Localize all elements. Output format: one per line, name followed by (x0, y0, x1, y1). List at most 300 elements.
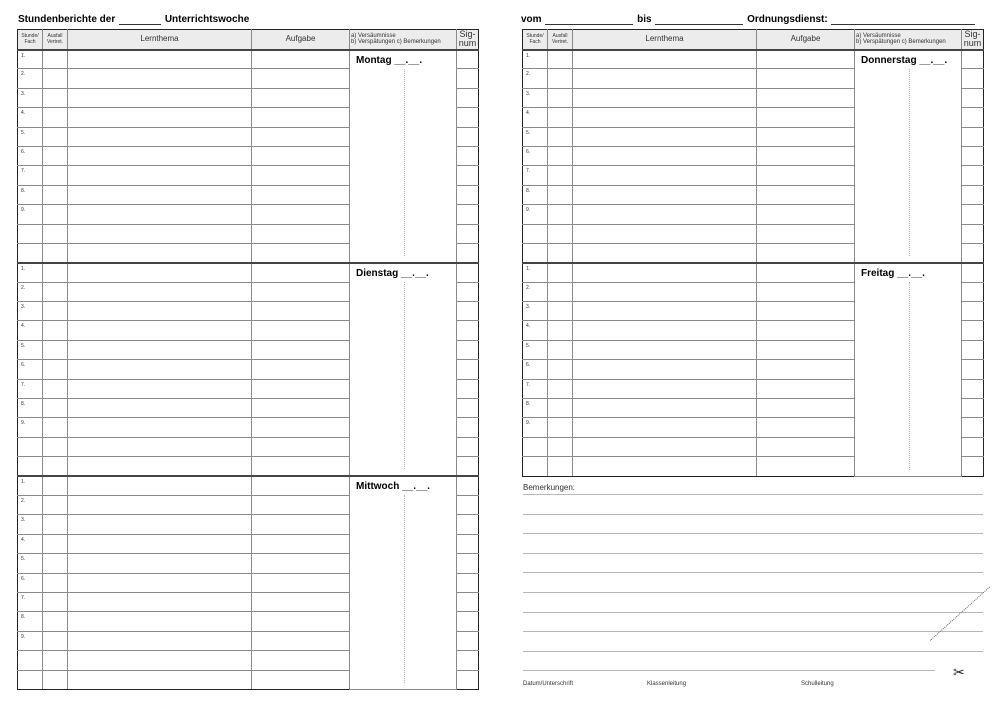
bemerkungen-line[interactable] (523, 533, 983, 534)
lesson-number: 5. (21, 556, 26, 563)
bemerkungen-line[interactable] (523, 592, 983, 593)
lesson-number-cell[interactable] (523, 185, 548, 204)
right-lesson-table (522, 29, 984, 477)
aufgabe-cell[interactable] (252, 127, 350, 146)
lesson-number-cell[interactable] (523, 379, 548, 398)
signum-cell[interactable] (457, 418, 479, 437)
ausfall-cell[interactable] (43, 69, 68, 88)
ausfall-cell[interactable] (43, 534, 68, 553)
aufgabe-cell[interactable] (757, 185, 855, 204)
aufgabe-cell[interactable] (757, 340, 855, 359)
signum-cell[interactable] (962, 108, 984, 127)
lernthema-cell[interactable] (68, 457, 252, 476)
ausfall-cell[interactable] (548, 205, 573, 224)
lesson-number-cell[interactable] (18, 185, 43, 204)
aufgabe-cell[interactable] (252, 205, 350, 224)
lernthema-cell[interactable] (573, 379, 757, 398)
lernthema-cell[interactable] (68, 379, 252, 398)
ausfall-cell[interactable] (43, 185, 68, 204)
aufgabe-cell[interactable] (252, 224, 350, 243)
aufgabe-cell[interactable] (252, 243, 350, 262)
ausfall-cell[interactable] (43, 399, 68, 418)
lernthema-cell[interactable] (573, 108, 757, 127)
signum-cell[interactable] (457, 205, 479, 224)
lernthema-cell[interactable] (68, 360, 252, 379)
lesson-number-cell[interactable] (523, 263, 548, 282)
lernthema-cell[interactable] (573, 146, 757, 165)
bemerkungen-line[interactable] (523, 514, 983, 515)
aufgabe-cell[interactable] (757, 263, 855, 282)
lesson-number-cell[interactable] (18, 399, 43, 418)
lesson-number-cell[interactable] (18, 282, 43, 301)
ausfall-cell[interactable] (43, 670, 68, 689)
lernthema-cell[interactable] (573, 399, 757, 418)
lernthema-cell[interactable] (68, 340, 252, 359)
signum-cell[interactable] (457, 263, 479, 282)
ausfall-cell[interactable] (43, 205, 68, 224)
aufgabe-cell[interactable] (757, 302, 855, 321)
lernthema-cell[interactable] (573, 263, 757, 282)
signum-cell[interactable] (457, 185, 479, 204)
lernthema-cell[interactable] (573, 205, 757, 224)
signum-cell[interactable] (962, 302, 984, 321)
ausfall-cell[interactable] (43, 457, 68, 476)
lernthema-cell[interactable] (68, 146, 252, 165)
signum-cell[interactable] (962, 282, 984, 301)
lernthema-cell[interactable] (573, 88, 757, 107)
lesson-number-cell[interactable] (18, 418, 43, 437)
lernthema-cell[interactable] (573, 166, 757, 185)
signum-cell[interactable] (457, 340, 479, 359)
lernthema-cell[interactable] (68, 243, 252, 262)
signum-cell[interactable] (962, 418, 984, 437)
lernthema-cell[interactable] (68, 631, 252, 650)
aufgabe-cell[interactable] (757, 88, 855, 107)
aufgabe-cell[interactable] (252, 108, 350, 127)
ausfall-cell[interactable] (548, 282, 573, 301)
lernthema-cell[interactable] (573, 185, 757, 204)
lernthema-cell[interactable] (68, 515, 252, 534)
signum-cell[interactable] (962, 243, 984, 262)
signum-cell[interactable] (457, 457, 479, 476)
aufgabe-cell[interactable] (252, 379, 350, 398)
lernthema-cell[interactable] (68, 670, 252, 689)
signum-cell[interactable] (962, 340, 984, 359)
ausfall-cell[interactable] (548, 399, 573, 418)
aufgabe-cell[interactable] (252, 166, 350, 185)
signum-cell[interactable] (962, 166, 984, 185)
aufgabe-cell[interactable] (252, 418, 350, 437)
lesson-number-cell[interactable] (18, 360, 43, 379)
aufgabe-cell[interactable] (252, 50, 350, 69)
lesson-number-cell[interactable] (18, 166, 43, 185)
ausfall-cell[interactable] (43, 321, 68, 340)
lernthema-cell[interactable] (68, 88, 252, 107)
lesson-number-cell[interactable] (18, 670, 43, 689)
signum-cell[interactable] (457, 166, 479, 185)
signum-cell[interactable] (457, 243, 479, 262)
lesson-number-cell[interactable] (523, 224, 548, 243)
aufgabe-cell[interactable] (757, 282, 855, 301)
lesson-number-cell[interactable] (523, 437, 548, 456)
signum-cell[interactable] (457, 554, 479, 573)
lesson-number-cell[interactable] (523, 360, 548, 379)
ausfall-cell[interactable] (43, 418, 68, 437)
lesson-number-cell[interactable] (18, 573, 43, 592)
signum-cell[interactable] (457, 612, 479, 631)
lesson-number-cell[interactable] (523, 418, 548, 437)
signum-cell[interactable] (457, 476, 479, 495)
ausfall-cell[interactable] (548, 166, 573, 185)
bemerkungen-line[interactable] (523, 572, 983, 573)
signum-cell[interactable] (457, 399, 479, 418)
signum-cell[interactable] (457, 651, 479, 670)
lesson-number-cell[interactable] (523, 243, 548, 262)
lernthema-cell[interactable] (68, 651, 252, 670)
lesson-number-cell[interactable] (18, 340, 43, 359)
aufgabe-cell[interactable] (252, 534, 350, 553)
aufgabe-cell[interactable] (252, 360, 350, 379)
lesson-number-cell[interactable] (18, 651, 43, 670)
lernthema-cell[interactable] (573, 224, 757, 243)
signum-cell[interactable] (457, 69, 479, 88)
signum-cell[interactable] (457, 302, 479, 321)
aufgabe-cell[interactable] (757, 224, 855, 243)
lernthema-cell[interactable] (68, 476, 252, 495)
lernthema-cell[interactable] (573, 340, 757, 359)
lesson-number-cell[interactable] (523, 69, 548, 88)
lesson-number-cell[interactable] (523, 88, 548, 107)
ausfall-cell[interactable] (548, 263, 573, 282)
aufgabe-cell[interactable] (757, 146, 855, 165)
lesson-number-cell[interactable] (523, 127, 548, 146)
lesson-number-cell[interactable] (18, 127, 43, 146)
ausfall-cell[interactable] (548, 88, 573, 107)
aufgabe-cell[interactable] (252, 302, 350, 321)
ausfall-cell[interactable] (548, 321, 573, 340)
lesson-number: 8. (21, 614, 26, 621)
aufgabe-cell[interactable] (252, 515, 350, 534)
aufgabe-cell[interactable] (757, 418, 855, 437)
ausfall-cell[interactable] (548, 379, 573, 398)
ausfall-cell[interactable] (548, 69, 573, 88)
lernthema-cell[interactable] (573, 127, 757, 146)
aufgabe-cell[interactable] (252, 476, 350, 495)
signum-cell[interactable] (962, 69, 984, 88)
lesson-number-cell[interactable] (523, 108, 548, 127)
ausfall-cell[interactable] (43, 379, 68, 398)
ausfall-cell[interactable] (43, 554, 68, 573)
lernthema-cell[interactable] (68, 205, 252, 224)
ausfall-cell[interactable] (43, 631, 68, 650)
lernthema-cell[interactable] (573, 321, 757, 340)
lernthema-cell[interactable] (573, 243, 757, 262)
aufgabe-cell[interactable] (252, 592, 350, 611)
scissors-icon: ✂ (953, 664, 965, 680)
aufgabe-cell[interactable] (252, 146, 350, 165)
lesson-number-cell[interactable] (18, 534, 43, 553)
lernthema-cell[interactable] (68, 69, 252, 88)
day-remarks-cell[interactable] (855, 263, 962, 476)
signum-cell[interactable] (962, 224, 984, 243)
lesson-number-cell[interactable] (523, 282, 548, 301)
day-name: Montag __.__. (356, 54, 423, 66)
ausfall-cell[interactable] (548, 50, 573, 69)
aufgabe-cell[interactable] (757, 127, 855, 146)
signum-cell[interactable] (962, 185, 984, 204)
ausfall-cell[interactable] (548, 146, 573, 165)
ausfall-cell[interactable] (43, 612, 68, 631)
lernthema-cell[interactable] (68, 437, 252, 456)
ausfall-cell[interactable] (43, 495, 68, 514)
aufgabe-cell[interactable] (252, 651, 350, 670)
lernthema-cell[interactable] (573, 457, 757, 476)
ausfall-cell[interactable] (43, 592, 68, 611)
aufgabe-cell[interactable] (252, 612, 350, 631)
ausfall-cell[interactable] (43, 515, 68, 534)
lernthema-cell[interactable] (573, 437, 757, 456)
signum-cell[interactable] (962, 399, 984, 418)
ausfall-cell[interactable] (43, 573, 68, 592)
aufgabe-cell[interactable] (252, 282, 350, 301)
aufgabe-cell[interactable] (252, 457, 350, 476)
ausfall-cell[interactable] (548, 302, 573, 321)
aufgabe-cell[interactable] (252, 554, 350, 573)
ausfall-cell[interactable] (548, 224, 573, 243)
lesson-number-cell[interactable] (18, 224, 43, 243)
aufgabe-cell[interactable] (252, 263, 350, 282)
aufgabe-cell[interactable] (757, 69, 855, 88)
aufgabe-cell[interactable] (252, 321, 350, 340)
lernthema-cell[interactable] (68, 573, 252, 592)
lernthema-cell[interactable] (68, 321, 252, 340)
ausfall-cell[interactable] (43, 146, 68, 165)
lesson-number: 2. (21, 497, 26, 504)
lesson-number: 1. (526, 52, 531, 59)
signum-cell[interactable] (962, 127, 984, 146)
signum-cell[interactable] (457, 88, 479, 107)
lesson-number-cell[interactable] (18, 515, 43, 534)
ausfall-cell[interactable] (43, 166, 68, 185)
lesson-number-cell[interactable] (18, 457, 43, 476)
day-remarks-cell[interactable] (350, 263, 457, 476)
ausfall-cell[interactable] (548, 457, 573, 476)
ausfall-cell[interactable] (548, 360, 573, 379)
signum-cell[interactable] (962, 360, 984, 379)
lernthema-cell[interactable] (68, 263, 252, 282)
ausfall-cell[interactable] (43, 263, 68, 282)
bemerkungen-line[interactable] (523, 553, 983, 554)
ausfall-cell[interactable] (548, 418, 573, 437)
signum-cell[interactable] (962, 146, 984, 165)
aufgabe-cell[interactable] (252, 437, 350, 456)
aufgabe-cell[interactable] (757, 437, 855, 456)
lesson-number-cell[interactable] (18, 146, 43, 165)
signum-cell[interactable] (962, 321, 984, 340)
ausfall-cell[interactable] (43, 360, 68, 379)
signum-cell[interactable] (457, 437, 479, 456)
lesson-number-cell[interactable] (18, 321, 43, 340)
signum-cell[interactable] (457, 573, 479, 592)
lernthema-cell[interactable] (573, 282, 757, 301)
ausfall-cell[interactable] (43, 437, 68, 456)
signum-cell[interactable] (457, 360, 479, 379)
day-remarks-cell[interactable] (855, 50, 962, 263)
aufgabe-cell[interactable] (757, 243, 855, 262)
ausfall-cell[interactable] (548, 185, 573, 204)
signum-cell[interactable] (962, 50, 984, 69)
signum-cell[interactable] (457, 670, 479, 689)
lesson-number-cell[interactable] (18, 205, 43, 224)
bemerkungen-line[interactable] (523, 670, 935, 671)
aufgabe-cell[interactable] (252, 69, 350, 88)
lesson-number-cell[interactable] (18, 631, 43, 650)
signum-cell[interactable] (457, 127, 479, 146)
lesson-number-cell[interactable] (18, 379, 43, 398)
bemerkungen-line[interactable] (523, 494, 983, 495)
lesson-number-cell[interactable] (18, 302, 43, 321)
aufgabe-cell[interactable] (757, 360, 855, 379)
lernthema-cell[interactable] (68, 554, 252, 573)
bemerkungen-line[interactable] (523, 631, 983, 632)
ausfall-cell[interactable] (548, 127, 573, 146)
ausfall-cell[interactable] (43, 282, 68, 301)
signum-cell[interactable] (962, 457, 984, 476)
lesson-number: 1. (21, 52, 26, 59)
signum-cell[interactable] (457, 321, 479, 340)
aufgabe-cell[interactable] (757, 399, 855, 418)
signum-cell[interactable] (962, 437, 984, 456)
lesson-number-cell[interactable] (523, 50, 548, 69)
lesson-number-cell[interactable] (18, 88, 43, 107)
signum-cell[interactable] (457, 379, 479, 398)
aufgabe-cell[interactable] (252, 399, 350, 418)
lesson-number-cell[interactable] (523, 457, 548, 476)
lesson-number-cell[interactable] (523, 166, 548, 185)
lesson-number-cell[interactable] (18, 108, 43, 127)
signum-cell[interactable] (457, 282, 479, 301)
ausfall-cell[interactable] (43, 243, 68, 262)
lesson-number-cell[interactable] (523, 205, 548, 224)
lernthema-cell[interactable] (68, 166, 252, 185)
lernthema-cell[interactable] (68, 50, 252, 69)
lesson-number-cell[interactable] (18, 612, 43, 631)
lernthema-cell[interactable] (68, 302, 252, 321)
signum-cell[interactable] (457, 50, 479, 69)
lernthema-cell[interactable] (68, 108, 252, 127)
lesson-number-cell[interactable] (18, 554, 43, 573)
signum-cell[interactable] (457, 534, 479, 553)
aufgabe-cell[interactable] (757, 321, 855, 340)
lesson-number-cell[interactable] (18, 69, 43, 88)
ausfall-cell[interactable] (43, 302, 68, 321)
ausfall-cell[interactable] (43, 108, 68, 127)
aufgabe-cell[interactable] (252, 495, 350, 514)
lernthema-cell[interactable] (68, 185, 252, 204)
ausfall-cell[interactable] (548, 243, 573, 262)
ausfall-cell[interactable] (548, 108, 573, 127)
bemerkungen-line[interactable] (523, 612, 983, 613)
lesson-number-cell[interactable] (523, 146, 548, 165)
lernthema-cell[interactable] (68, 534, 252, 553)
lernthema-cell[interactable] (573, 302, 757, 321)
lesson-number: 7. (21, 594, 26, 601)
aufgabe-cell[interactable] (757, 50, 855, 69)
ausfall-cell[interactable] (43, 340, 68, 359)
lernthema-cell[interactable] (573, 418, 757, 437)
lernthema-cell[interactable] (68, 282, 252, 301)
signum-cell[interactable] (457, 592, 479, 611)
signum-cell[interactable] (457, 108, 479, 127)
lernthema-cell[interactable] (573, 69, 757, 88)
ausfall-cell[interactable] (43, 651, 68, 670)
aufgabe-cell[interactable] (757, 108, 855, 127)
lesson-number-cell[interactable] (523, 321, 548, 340)
ausfall-cell[interactable] (548, 340, 573, 359)
day-remarks-cell[interactable] (350, 50, 457, 263)
aufgabe-cell[interactable] (252, 573, 350, 592)
bemerkungen-line[interactable] (523, 651, 983, 652)
lernthema-cell[interactable] (68, 592, 252, 611)
signum-cell[interactable] (962, 263, 984, 282)
lesson-number-cell[interactable] (18, 476, 43, 495)
aufgabe-cell[interactable] (252, 88, 350, 107)
ausfall-cell[interactable] (548, 437, 573, 456)
aufgabe-cell[interactable] (252, 670, 350, 689)
lesson-number-cell[interactable] (18, 263, 43, 282)
lernthema-cell[interactable] (68, 127, 252, 146)
lesson-number-cell[interactable] (523, 302, 548, 321)
lernthema-cell[interactable] (68, 224, 252, 243)
signum-cell[interactable] (962, 88, 984, 107)
signum-cell[interactable] (457, 146, 479, 165)
lesson-number-cell[interactable] (523, 399, 548, 418)
lernthema-cell[interactable] (573, 50, 757, 69)
lernthema-cell[interactable] (68, 612, 252, 631)
lernthema-cell[interactable] (68, 495, 252, 514)
day-remarks-cell[interactable] (350, 476, 457, 689)
ausfall-cell[interactable] (43, 127, 68, 146)
signum-cell[interactable] (457, 515, 479, 534)
ausfall-cell[interactable] (43, 50, 68, 69)
aufgabe-cell[interactable] (757, 457, 855, 476)
signum-cell[interactable] (457, 631, 479, 650)
signum-cell[interactable] (457, 224, 479, 243)
signum-cell[interactable] (962, 205, 984, 224)
lesson-number-cell[interactable] (523, 340, 548, 359)
aufgabe-cell[interactable] (757, 166, 855, 185)
ausfall-cell[interactable] (43, 88, 68, 107)
ausfall-cell[interactable] (43, 224, 68, 243)
lernthema-cell[interactable] (68, 418, 252, 437)
lesson-number-cell[interactable] (18, 495, 43, 514)
aufgabe-cell[interactable] (252, 185, 350, 204)
ausfall-cell[interactable] (43, 476, 68, 495)
lesson-number-cell[interactable] (18, 243, 43, 262)
aufgabe-cell[interactable] (757, 379, 855, 398)
lesson-number-cell[interactable] (18, 592, 43, 611)
lernthema-cell[interactable] (68, 399, 252, 418)
lesson-number: 6. (526, 148, 531, 155)
lesson-number-cell[interactable] (18, 50, 43, 69)
lernthema-cell[interactable] (573, 360, 757, 379)
aufgabe-cell[interactable] (757, 205, 855, 224)
signum-cell[interactable] (457, 495, 479, 514)
aufgabe-cell[interactable] (252, 631, 350, 650)
aufgabe-cell[interactable] (252, 340, 350, 359)
lesson-number-cell[interactable] (18, 437, 43, 456)
signum-cell[interactable] (962, 379, 984, 398)
